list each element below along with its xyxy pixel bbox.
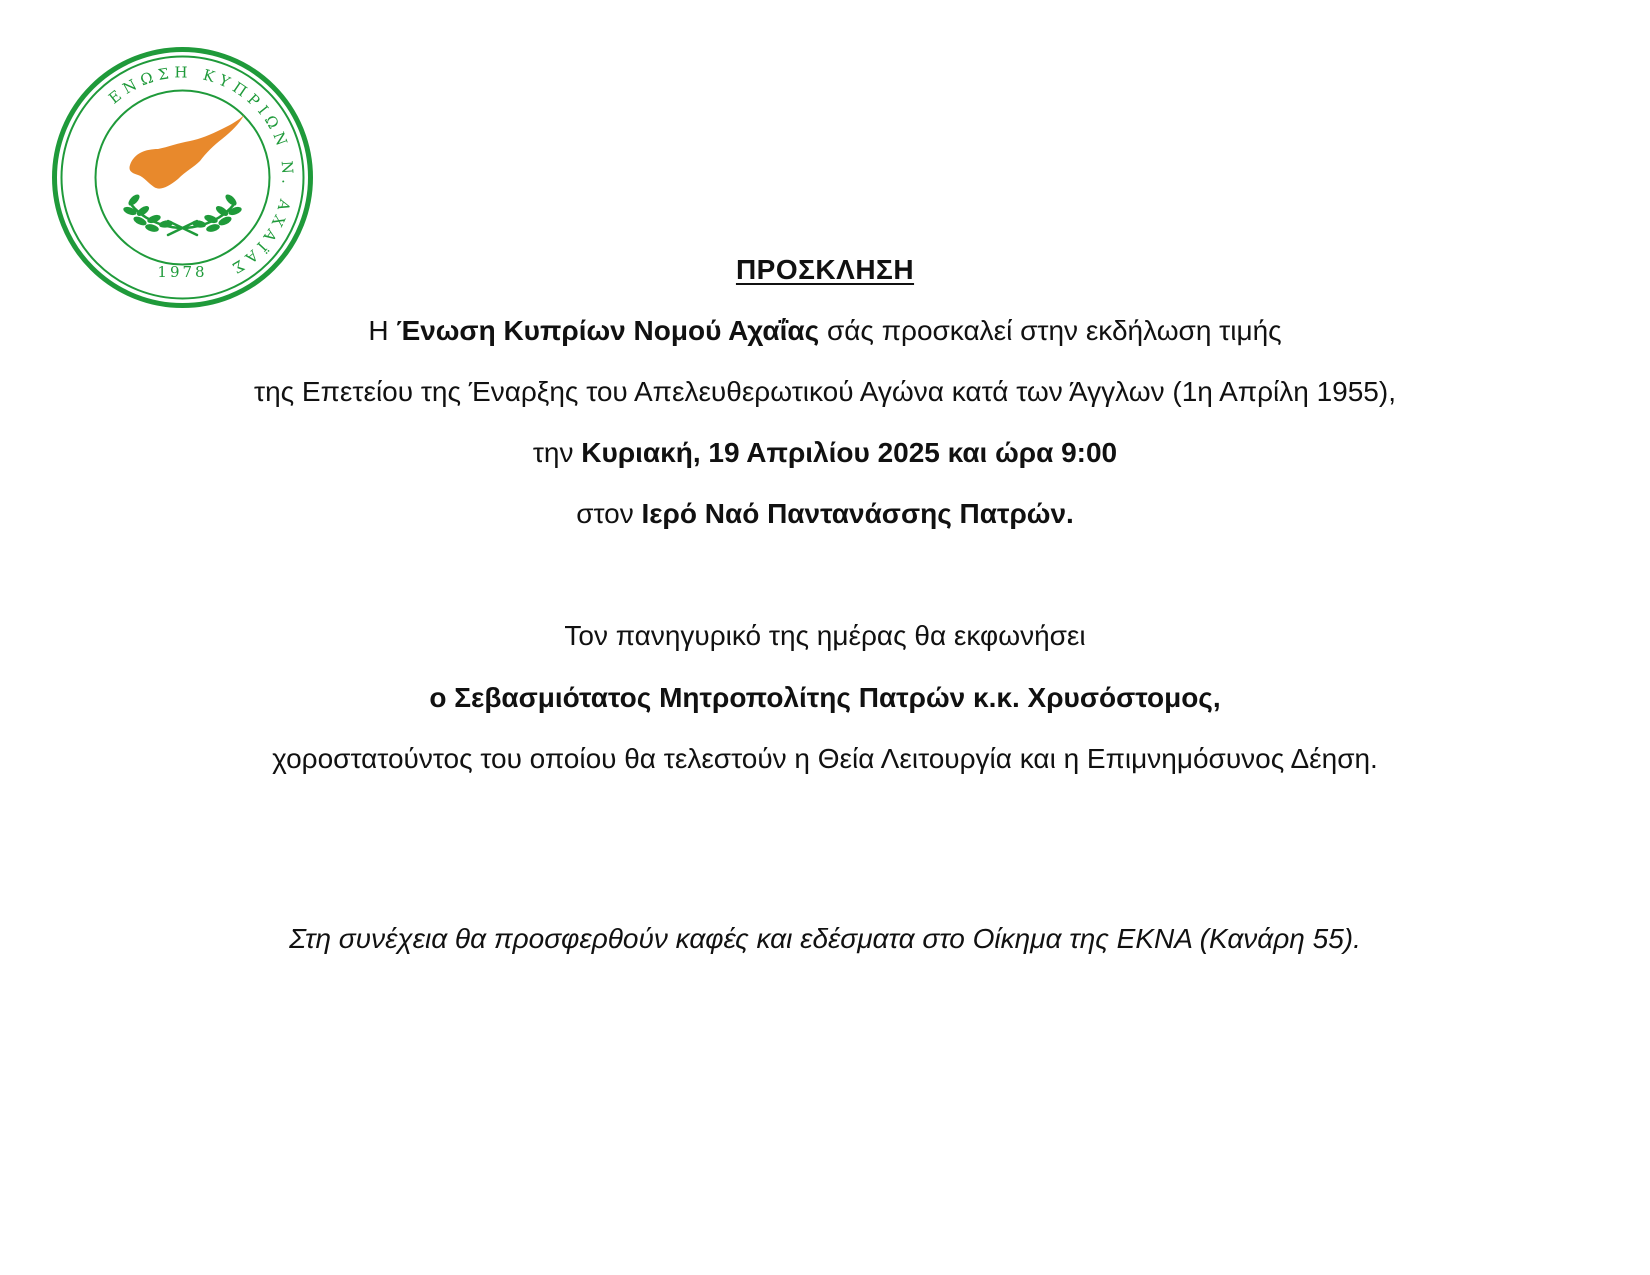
event-venue: Ιερό Ναό Παντανάσσης Πατρών. <box>641 498 1074 529</box>
svg-text:ΕΝΩΣΗ ΚΥΠΡΙΩΝ Ν. ΑΧΑΪΑΣ: ΕΝΩΣΗ ΚΥΠΡΙΩΝ Ν. ΑΧΑΪΑΣ <box>105 63 297 280</box>
datetime-prefix: την <box>532 437 582 468</box>
invitation-title: ΠΡΟΣΚΛΗΣΗ <box>735 254 915 285</box>
venue-prefix: στον <box>576 498 642 529</box>
invitation-line-venue <box>0 496 1650 532</box>
event-datetime: Κυριακή, 19 Απριλίου 2025 και ώρα 9:00 <box>581 437 1118 468</box>
invitation-line-speech: Τον πανηγυρικό της ημέρας θα εκφωνήσει <box>564 620 1086 651</box>
invitation-line-speaker: ο Σεβασμιότατος Μητροπολίτης Πατρών κ.κ. Χρυσόστομος, <box>429 682 1221 713</box>
invitation-line-refreshments: Στη συνέχεια θα προσφερθούν καφές και εδέσματα στο Οίκημα της ΕΚΝΑ (Κανάρη 55). <box>289 923 1361 954</box>
invitation-line-liturgy: χοροστατούντος του οποίου θα τελεστούν η Θεία Λειτουργία και η Επιμνημόσυνος Δέηση. <box>272 743 1378 774</box>
host-prefix: Η <box>368 315 397 346</box>
invitation-line-occasion: της Επετείου της Έναρξης του Απελευθερωτικού Αγώνα κατά των Άγγλων (1η Απρίλη 1955), <box>254 376 1396 407</box>
invitation-line-host <box>0 313 1650 349</box>
svg-text:1978: 1978 <box>157 263 208 281</box>
host-suffix: σάς προσκαλεί στην εκδήλωση τιμής <box>819 315 1282 346</box>
invitation-line-datetime <box>0 435 1650 471</box>
host-organization: Ένωση Κυπρίων Νομού Αχαΐας <box>396 315 820 346</box>
